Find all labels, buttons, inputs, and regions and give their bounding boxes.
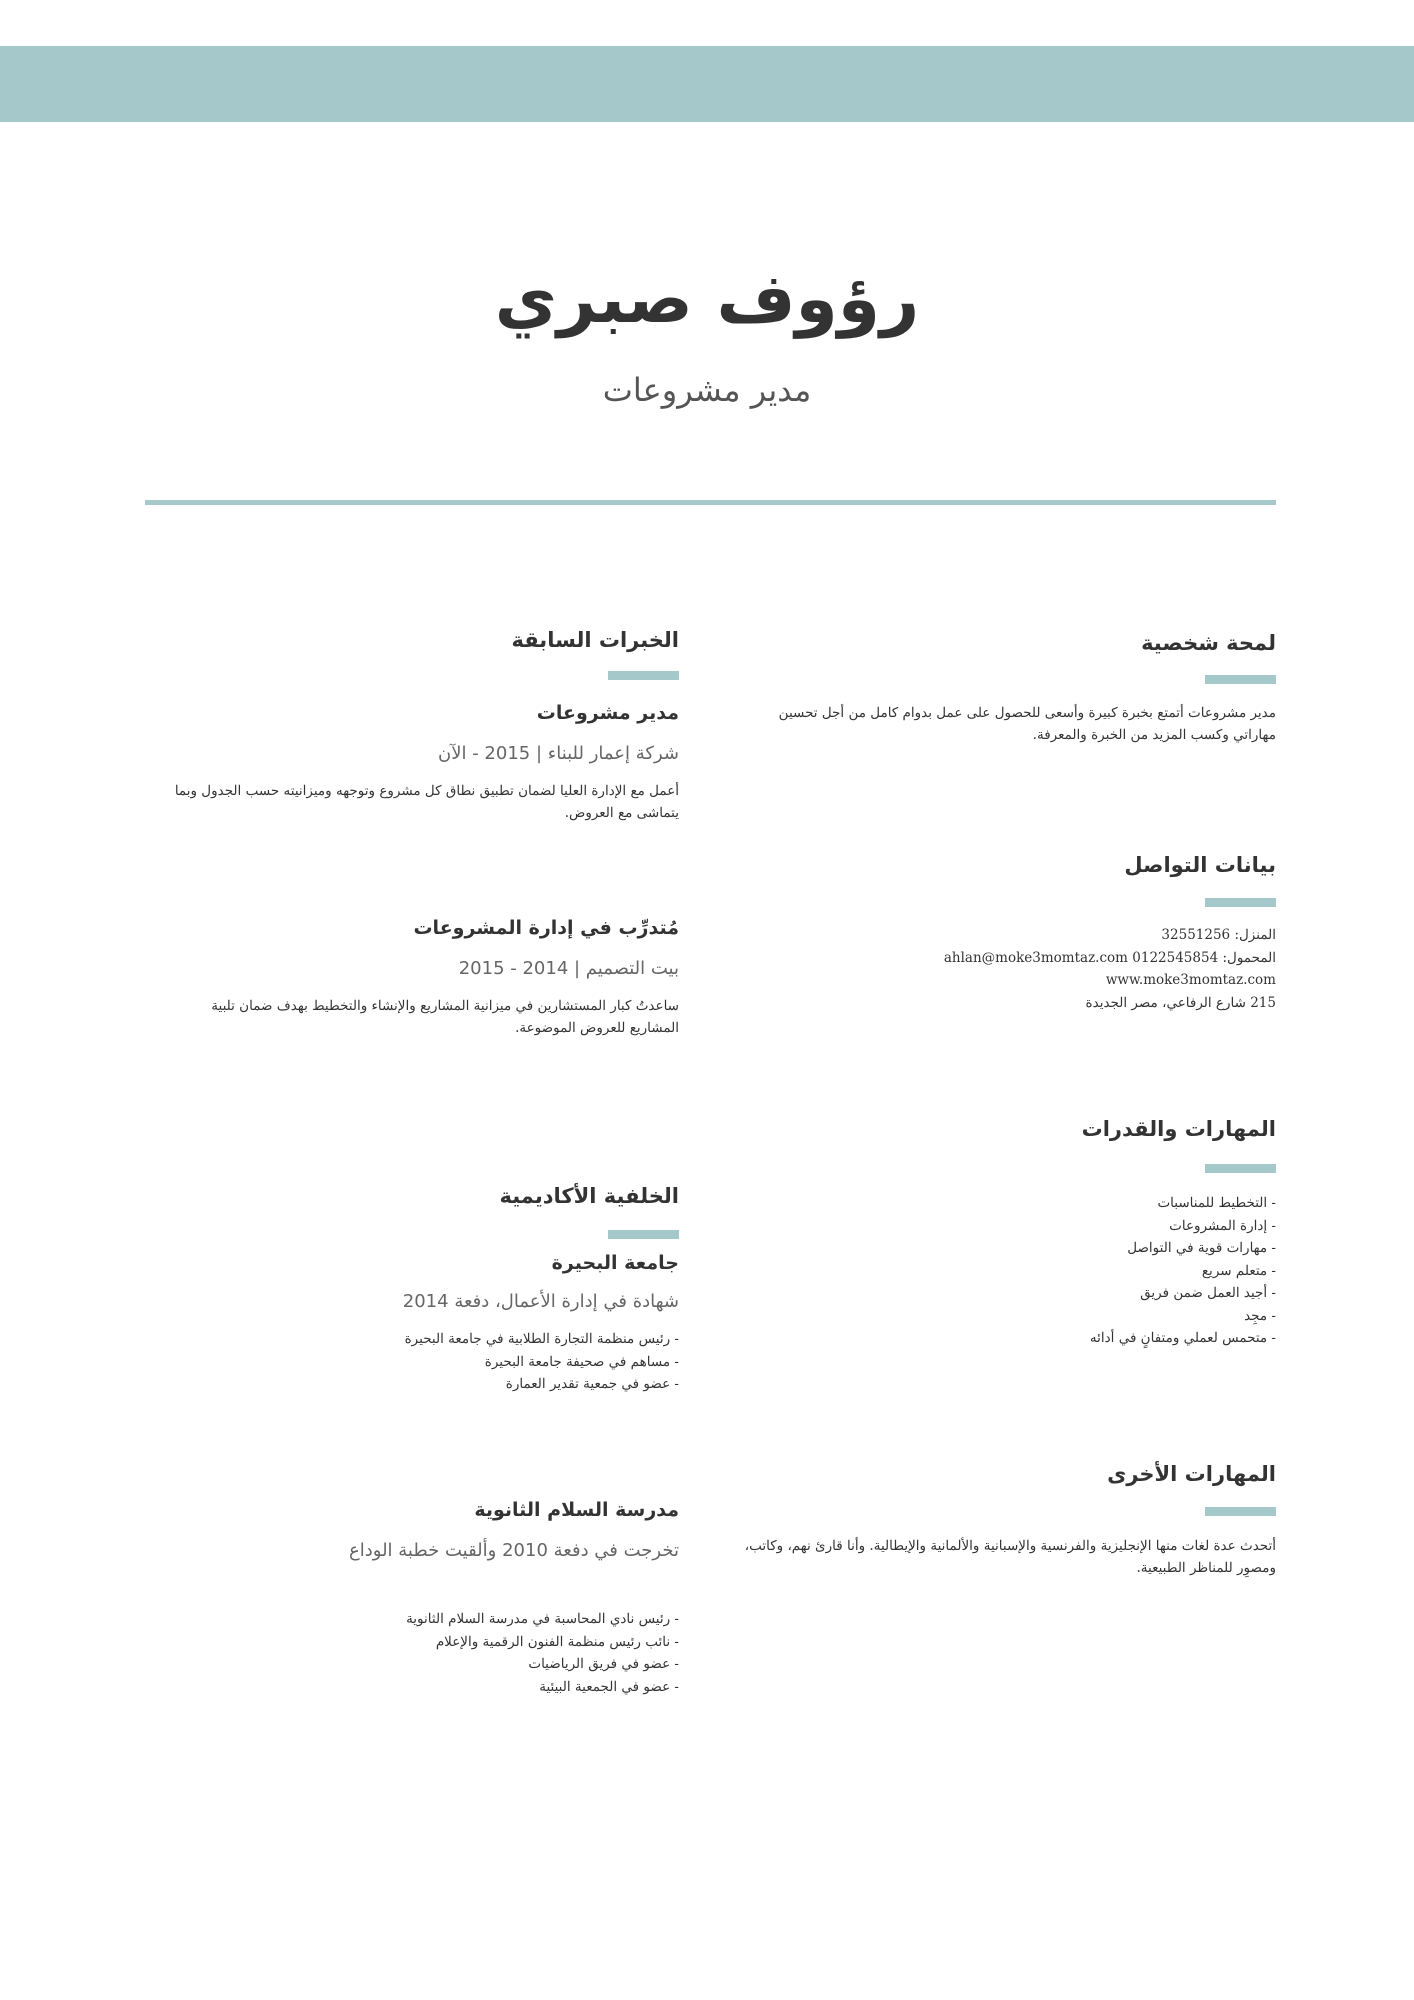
skill-item: - أجيد العمل ضمن فريق xyxy=(1090,1282,1276,1305)
contact-details xyxy=(944,924,1276,1014)
email-link[interactable]: ahlan@moke3momtaz.com xyxy=(943,949,1128,966)
right-column xyxy=(736,0,1276,2000)
job-title: مدير مشروعات xyxy=(536,702,679,724)
education-heading: الخلفية الأكاديمية xyxy=(499,1184,679,1208)
skill-item: - متعلم سريع xyxy=(1090,1260,1276,1283)
school-activities-list xyxy=(406,1608,679,1698)
contact-heading: بيانات التواصل xyxy=(1124,853,1276,877)
skill-item: - إدارة المشروعات xyxy=(1090,1215,1276,1238)
skills-list xyxy=(1090,1192,1276,1350)
website-line xyxy=(944,969,1276,992)
activity-item: - مساهم في صحيفة جامعة البحيرة xyxy=(405,1351,679,1374)
other-skills-heading: المهارات الأخرى xyxy=(1107,1462,1276,1486)
profile-text: مدير مشروعات أتمتع بخبرة كبيرة وأسعى للحصول على عمل بدوام كامل من أجل تحسين مهاراتي وكسب المزيد من الخبرة والمعرفة. xyxy=(778,705,1276,743)
skill-item: - التخطيط للمناسبات xyxy=(1090,1192,1276,1215)
address: 215 شارع الرفاعي، مصر الجديدة xyxy=(1085,994,1276,1011)
home-phone-line xyxy=(944,924,1276,947)
activity-item: - عضو في جمعية تقدير العمارة xyxy=(405,1373,679,1396)
profile-heading: لمحة شخصية xyxy=(1141,631,1276,655)
skill-item: - مجِد xyxy=(1090,1305,1276,1328)
candidate-job-title: مدير مشروعات xyxy=(602,371,812,409)
skill-item: - متحمس لعملي ومتفانٍ في أدائه xyxy=(1090,1327,1276,1350)
skills-accent-bar xyxy=(1205,1164,1276,1173)
website-link[interactable]: www.moke3momtaz.com xyxy=(1105,972,1276,988)
experience-accent-bar xyxy=(608,671,679,680)
contact-accent-bar xyxy=(1205,898,1276,907)
school-activities-list xyxy=(405,1328,679,1396)
activity-item: - عضو في الجمعية البيئية xyxy=(406,1676,679,1699)
job-company-dates: شركة إعمار للبناء | 2015 - الآن xyxy=(437,743,679,764)
mobile-email-line xyxy=(944,947,1276,970)
skills-heading: المهارات والقدرات xyxy=(1081,1117,1276,1141)
school-degree: شهادة في إدارة الأعمال، دفعة 2014 xyxy=(402,1291,679,1312)
education-accent-bar xyxy=(608,1230,679,1239)
mobile-phone-label: المحمول: xyxy=(1222,949,1276,966)
activity-item: - عضو في فريق الرياضيات xyxy=(406,1653,679,1676)
other-skills-accent-bar xyxy=(1205,1507,1276,1516)
mobile-phone: 0122545854 xyxy=(1132,949,1219,966)
job-description: أعمل مع الإدارة العليا لضمان تطبيق نطاق كل مشروع وتوجهه وميزانيته حسب الجدول وبما يتماشى مع العروض. xyxy=(174,783,679,821)
other-skills-text: أتحدث عدة لغات منها الإنجليزية والفرنسية والإسبانية والألمانية والإيطالية. وأنا قارئ نهم، وكاتب، ومصوِر للمناظر الطبيعية. xyxy=(744,1538,1276,1576)
job-description: ساعدتُ كبار المستشارين في ميزانية المشاريع والإنشاء والتخطيط بهدف ضمان تلبية المشاريع للعروض الموضوعة. xyxy=(211,998,679,1036)
candidate-name: رؤوف صبري xyxy=(494,260,920,339)
home-phone: 32551256 xyxy=(1161,927,1231,943)
activity-item: - رئيس نادي المحاسبة في مدرسة السلام الثانوية xyxy=(406,1608,679,1631)
skill-item: - مهارات قوية في التواصل xyxy=(1090,1237,1276,1260)
home-phone-label: المنزل: xyxy=(1234,927,1276,943)
school-degree: تخرجت في دفعة 2010 وألقيت خطبة الوداع xyxy=(349,1540,679,1561)
school-name: مدرسة السلام الثانوية xyxy=(474,1499,679,1521)
profile-accent-bar xyxy=(1205,675,1276,684)
school-name: جامعة البحيرة xyxy=(551,1252,679,1274)
experience-heading: الخبرات السابقة xyxy=(511,628,679,652)
activity-item: - رئيس منظمة التجارة الطلابية في جامعة البحيرة xyxy=(405,1328,679,1351)
job-title: مُتدرِّب في إدارة المشروعات xyxy=(413,917,679,939)
left-column xyxy=(139,0,679,2000)
job-company-dates: بيت التصميم | 2014 - 2015 xyxy=(458,958,679,979)
activity-item: - نائب رئيس منظمة الفنون الرقمية والإعلام xyxy=(406,1631,679,1654)
address-line xyxy=(944,992,1276,1015)
